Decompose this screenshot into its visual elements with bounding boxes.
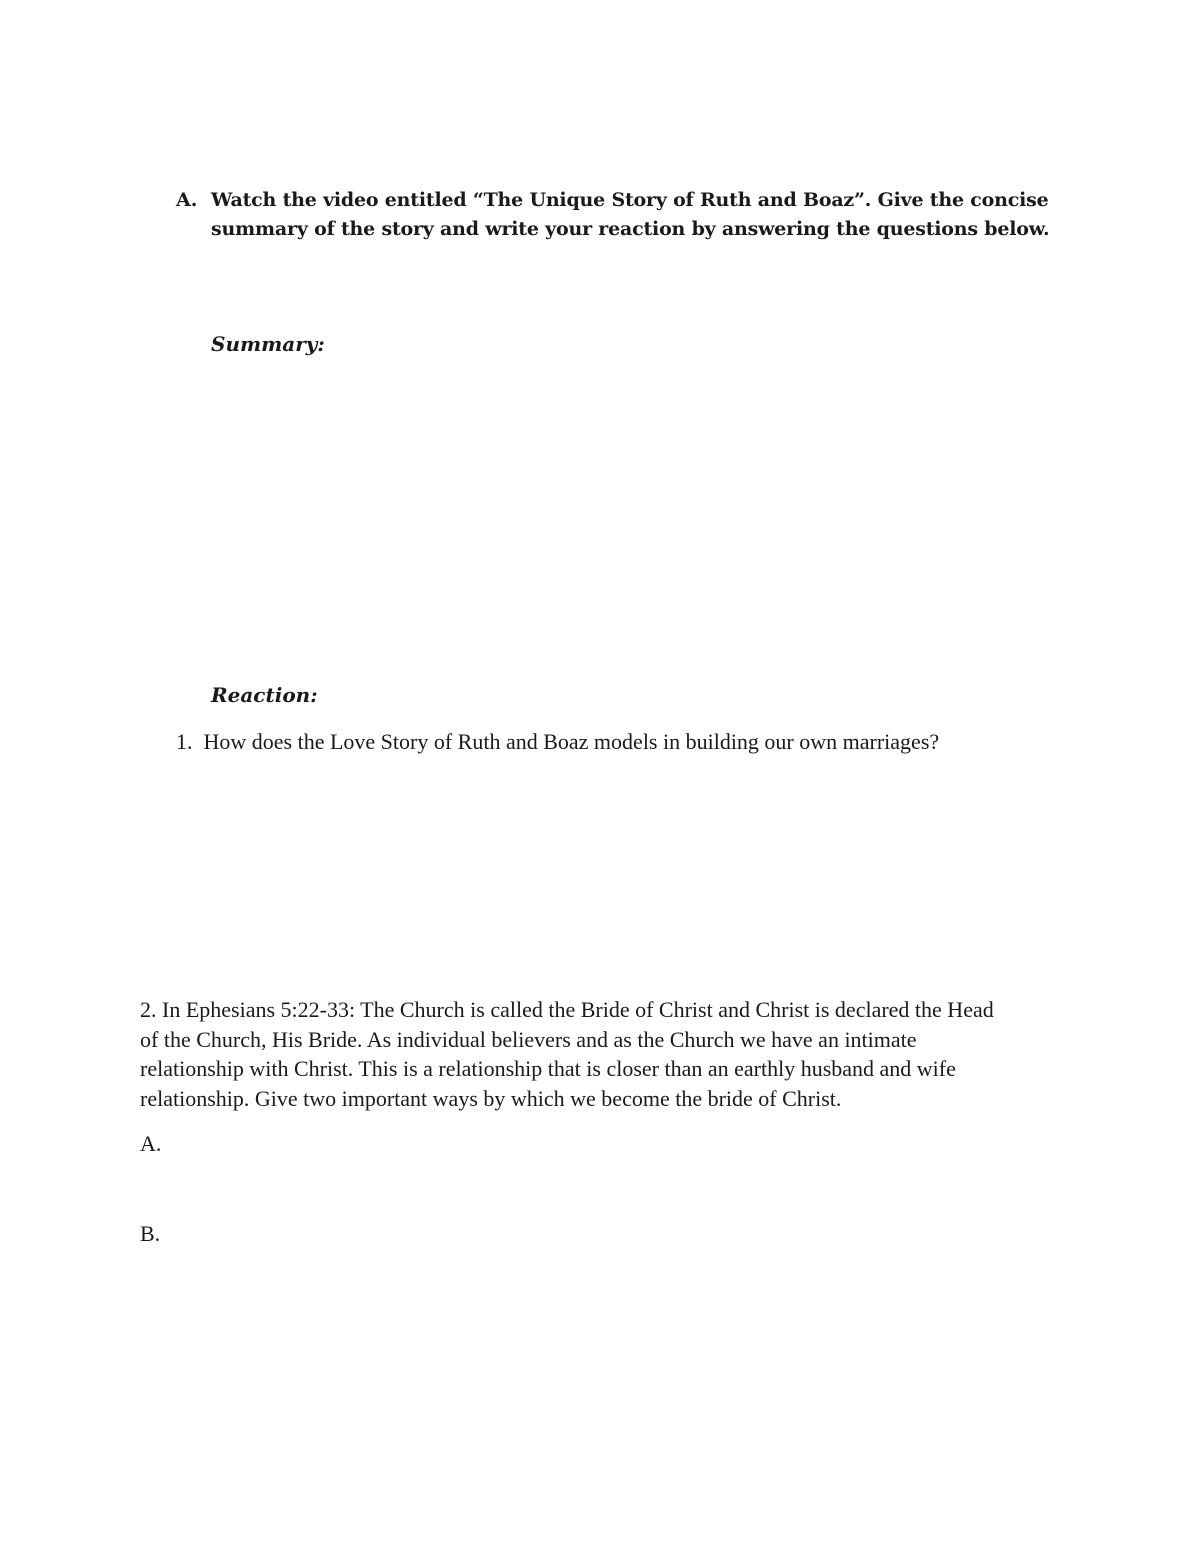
question-2-line-4: relationship. Give two important ways by which we become the bride of Christ. (140, 1085, 842, 1111)
question-1 (176, 727, 1076, 757)
answer-b-label: B. (140, 1221, 161, 1246)
reaction-heading: Reaction: (211, 683, 318, 707)
question-2-line-2: of the Church, His Bride. As individual believers and as the Church we have an intimate (140, 1026, 917, 1052)
question-2-line-3: relationship with Christ. This is a relationship that is closer than an earthly husband and wife (140, 1056, 956, 1081)
question-2 (140, 995, 1070, 1113)
section-a-instruction (176, 186, 1056, 244)
instruction-line-2: summary of the story and write your reaction by answering the questions below. (211, 218, 1050, 240)
question-1-text: How does the Love Story of Ruth and Boaz models in building our own marriages? (203, 729, 940, 754)
question-1-number: 1. (176, 729, 193, 754)
section-marker: A. (176, 189, 198, 211)
answer-a-label: A. (140, 1131, 162, 1156)
summary-heading: Summary: (211, 332, 325, 356)
instruction-line-1: Watch the video entitled “The Unique Story of Ruth and Boaz”. Give the concise (211, 189, 1049, 211)
question-2-line-1: 2. In Ephesians 5:22-33: The Church is called the Bride of Christ and Christ is declared the Head (140, 997, 994, 1022)
